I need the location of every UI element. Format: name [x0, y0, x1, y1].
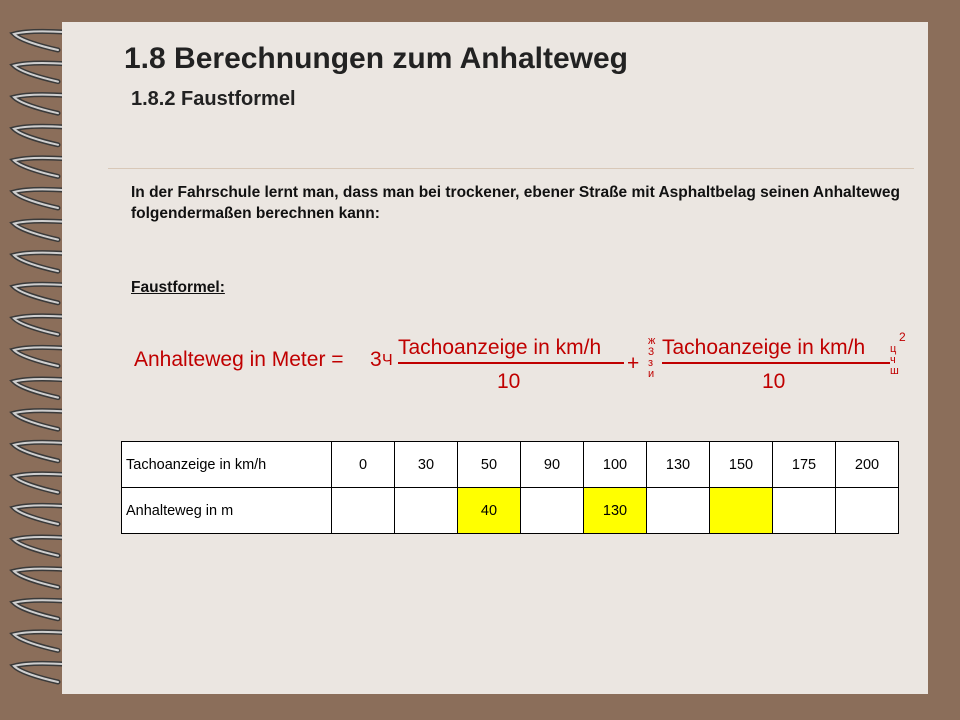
speed-cell: 50	[458, 442, 521, 488]
formula-numerator-2: Tachoanzeige in km/h	[662, 336, 866, 359]
table-row-speed	[122, 442, 899, 488]
speed-cell: 130	[647, 442, 710, 488]
speed-cell: 90	[521, 442, 584, 488]
formula-lhs: Anhalteweg in Meter =	[134, 348, 344, 371]
formula-bracket-right: ц ч ш	[890, 343, 899, 377]
speed-cell: 0	[332, 442, 395, 488]
distance-cell[interactable]	[332, 488, 395, 534]
formula-coefficient: 3	[370, 348, 382, 371]
speed-cell: 200	[836, 442, 899, 488]
distance-cell-highlighted[interactable]: 130	[584, 488, 647, 534]
formula-paren-open: Ч	[382, 352, 393, 369]
distance-cell[interactable]	[647, 488, 710, 534]
distance-cell-highlighted[interactable]	[710, 488, 773, 534]
fraction-bar-2	[662, 362, 890, 364]
formula-label: Faustformel:	[131, 279, 225, 296]
formula-denominator-2: 10	[762, 370, 786, 393]
distance-cell[interactable]	[773, 488, 836, 534]
section-subtitle: 1.8.2 Faustformel	[131, 88, 296, 110]
speed-cell: 100	[584, 442, 647, 488]
row-label-speed: Tachoanzeige in km/h	[122, 442, 332, 488]
distance-cell[interactable]	[836, 488, 899, 534]
distance-cell[interactable]	[395, 488, 458, 534]
distance-cell-highlighted[interactable]: 40	[458, 488, 521, 534]
divider-line	[108, 168, 914, 169]
row-label-distance: Anhalteweg in m	[122, 488, 332, 534]
values-table	[121, 441, 899, 534]
formula-denominator-1: 10	[497, 370, 521, 393]
page-title: 1.8 Berechnungen zum Anhalteweg	[124, 42, 628, 75]
distance-cell[interactable]	[521, 488, 584, 534]
speed-cell: 150	[710, 442, 773, 488]
fraction-bar-1	[398, 362, 624, 364]
faustformel-formula	[0, 318, 960, 398]
speed-cell: 30	[395, 442, 458, 488]
formula-plus: +	[627, 352, 640, 375]
formula-exponent: 2	[899, 330, 906, 344]
formula-bracket-left: ж 3 з и	[648, 335, 656, 380]
intro-text: In der Fahrschule lernt man, dass man bei trockener, ebener Straße mit Asphaltbelag seinen Anhalteweg folgendermaßen berechnen kann:	[131, 184, 900, 222]
table-row-distance	[122, 488, 899, 534]
formula-numerator-1: Tachoanzeige in km/h	[398, 336, 602, 359]
speed-cell: 175	[773, 442, 836, 488]
